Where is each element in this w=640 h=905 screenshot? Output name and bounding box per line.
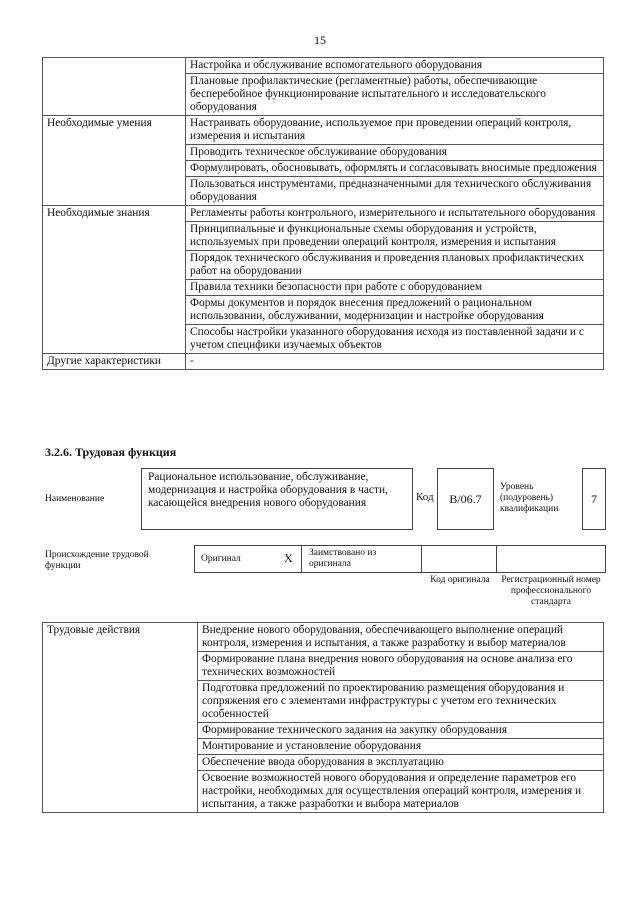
row-item: Обеспечение ввода оборудования в эксплуатацию — [198, 755, 604, 771]
row-item: Настраивать оборудование, используемое при проведении операций контроля, измерения и испытания — [186, 116, 604, 145]
row-item: Освоение возможностей нового оборудования и определение параметров его настройки, необходимых для осуществления операций контроля, измерения и испытания, а также разработки и выбора материалов — [198, 771, 604, 813]
row-item: Правила техники безопасности при работе с оборудованием — [186, 280, 604, 296]
row-item: Регламенты работы контрольного, измерительного и испытательного оборудования — [186, 206, 604, 222]
code-original-label: Код оригинала — [430, 575, 490, 585]
table-row — [43, 354, 604, 370]
original-mark: X — [284, 551, 293, 565]
row-item: Формулировать, обосновывать, оформлять и согласовывать вносимые предложения — [186, 161, 604, 177]
row-item: Проводить техническое обслуживание оборудования — [186, 145, 604, 161]
row-item: Внедрение нового оборудования, обеспечивающего выполнение операций контроля, измерения и испытания, а также разработку и выбор материалов — [198, 623, 604, 652]
knowledge-skills-table — [42, 57, 604, 370]
row-item: Формы документов и порядок внесения предложений о рациональном использовании, обслуживании, модернизации и настройке оборудования — [186, 296, 604, 325]
row-item: Способы настройки указанного оборудования исходя из поставленной задачи и с учетом специфики изучаемых объектов — [186, 325, 604, 354]
row-label: Трудовые действия — [43, 623, 198, 813]
table-row — [43, 116, 604, 145]
row-item: Плановые профилактические (регламентные) работы, обеспечивающие бесперебойное функционирование испытательного и исследовательского оборудования — [186, 74, 604, 116]
level-value: 7 — [591, 492, 597, 506]
row-label: Необходимые умения — [43, 116, 186, 206]
page-number: 15 — [314, 33, 326, 47]
name-label: Наименование — [45, 494, 105, 504]
section-heading: 3.2.6. Трудовая функция — [45, 445, 177, 459]
row-label: Необходимые знания — [43, 206, 186, 354]
row-item: Настройка и обслуживание вспомогательного оборудования — [186, 58, 604, 74]
origin-label: Происхождение трудовой функции — [45, 550, 149, 571]
name-box — [141, 468, 413, 530]
row-item: Принципиальные и функциональные схемы оборудования и устройств, используемых при проведении операций контроля, измерения и испытания — [186, 222, 604, 251]
table-row — [43, 623, 604, 652]
origin-divider-2 — [421, 545, 422, 572]
level-label: Уровень (подуровень) квалификации — [500, 482, 559, 514]
row-item: Подготовка предложений по проектированию размещения оборудования и сопряжения его с элементами инфраструктуры с учетом его технических особенностей — [198, 681, 604, 723]
row-label: Другие характеристики — [43, 354, 186, 370]
row-item: Формирование технического задания на закупку оборудования — [198, 723, 604, 739]
name-value: Рациональное использование, обслуживание, модернизация и настройка оборудования в части, касающейся внедрения нового оборудования — [148, 471, 388, 509]
original-label: Оригинал — [201, 554, 241, 564]
borrowed-label: Заимствовано из оригинала — [309, 548, 377, 569]
row-item: - — [186, 354, 604, 370]
table-row — [43, 58, 604, 74]
level-box — [582, 468, 606, 530]
reg-number-label: Регистрационный номер профессионального стандарта — [501, 575, 601, 607]
row-item: Порядок технического обслуживания и проведения плановых профилактических работ на оборудовании — [186, 251, 604, 280]
code-box — [437, 468, 494, 530]
row-label — [43, 58, 186, 116]
code-value: B/06.7 — [449, 492, 482, 506]
row-item: Формирование плана внедрения нового оборудования на основе анализа его технических возможностей — [198, 652, 604, 681]
row-item: Монтирование и установление оборудования — [198, 739, 604, 755]
code-label: Код — [416, 491, 434, 503]
labor-actions-table — [42, 622, 604, 813]
origin-divider-1 — [301, 545, 302, 572]
row-item: Пользоваться инструментами, предназначенными для технического обслуживания оборудования — [186, 177, 604, 206]
origin-divider-3 — [496, 545, 497, 572]
table-row — [43, 206, 604, 222]
